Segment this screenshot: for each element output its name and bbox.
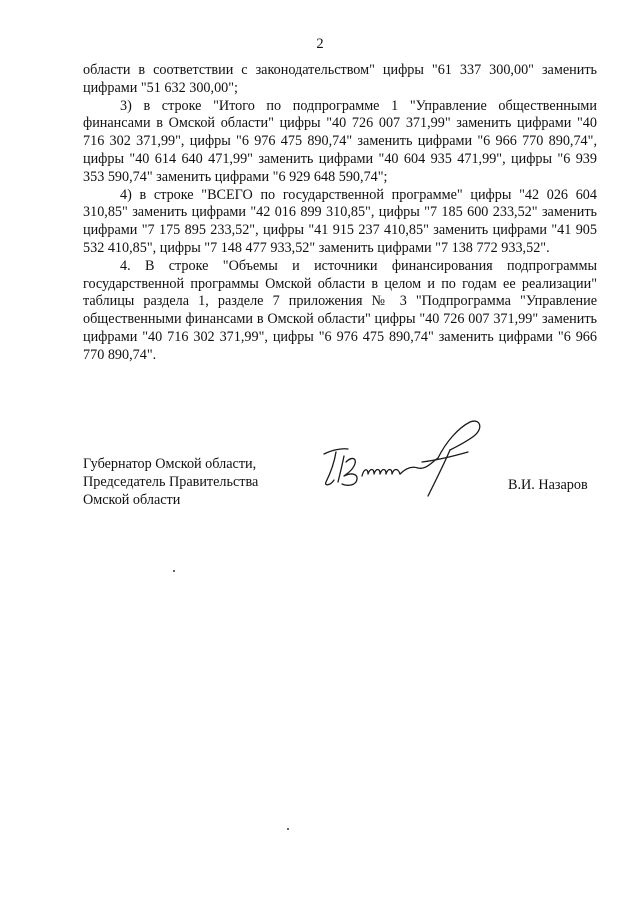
document-body	[83, 62, 597, 365]
paragraph-item-4: 4) в строке "ВСЕГО по государственной программе" цифры "42 026 604 310,85" заменить цифрами "42 016 899 310,85", цифры "7 185 600 233,52" заменить цифрами "7 175 895 233,52", цифры "41 915 237 410,85" заменить цифрами "41 905 532 410,85", цифры "7 148 477 933,52" заменить цифрами "7 138 772 933,52".	[83, 186, 597, 256]
signatory-title-line: Губернатор Омской области,	[83, 456, 257, 472]
scan-speck	[287, 828, 289, 830]
page-number: 2	[316, 36, 324, 52]
scan-speck	[173, 570, 175, 572]
signatory-title	[83, 455, 258, 509]
paragraph-item-3: 3) в строке "Итого по подпрограмме 1 "Управление общественными финансами в Омской области" цифры "40 726 007 371,99" заменить цифрами "40 716 302 371,99", цифры "6 976 475 890,74" заменить цифрами "6 966 770 890,74", цифры "40 614 640 471,99" заменить цифрами "40 604 935 471,99", цифры "6 939 353 590,74" заменить цифрами "6 929 648 590,74";	[83, 97, 597, 185]
paragraph-continuation: области в соответствии с законодательством" цифры "61 337 300,00" заменить цифрами "51 632 300,00";	[83, 62, 597, 96]
signatory-title-line: Омской области	[83, 492, 181, 508]
signatory-title-line: Председатель Правительства	[83, 474, 259, 490]
handwritten-signature	[318, 412, 498, 507]
paragraph-point-4: 4. В строке "Объемы и источники финансирования подпрограммы государственной программы Омской области в целом и по годам ее реализации" таблицы раздела 1, разделе 7 приложения № 3 "Подпрограмма "Управление общественными финансами в Омской области" цифры "40 726 007 371,99" заменить цифрами "40 716 302 371,99", цифры "6 976 475 890,74" заменить цифрами "6 966 770 890,74".	[83, 257, 597, 363]
signatory-name: В.И. Назаров	[508, 477, 588, 493]
